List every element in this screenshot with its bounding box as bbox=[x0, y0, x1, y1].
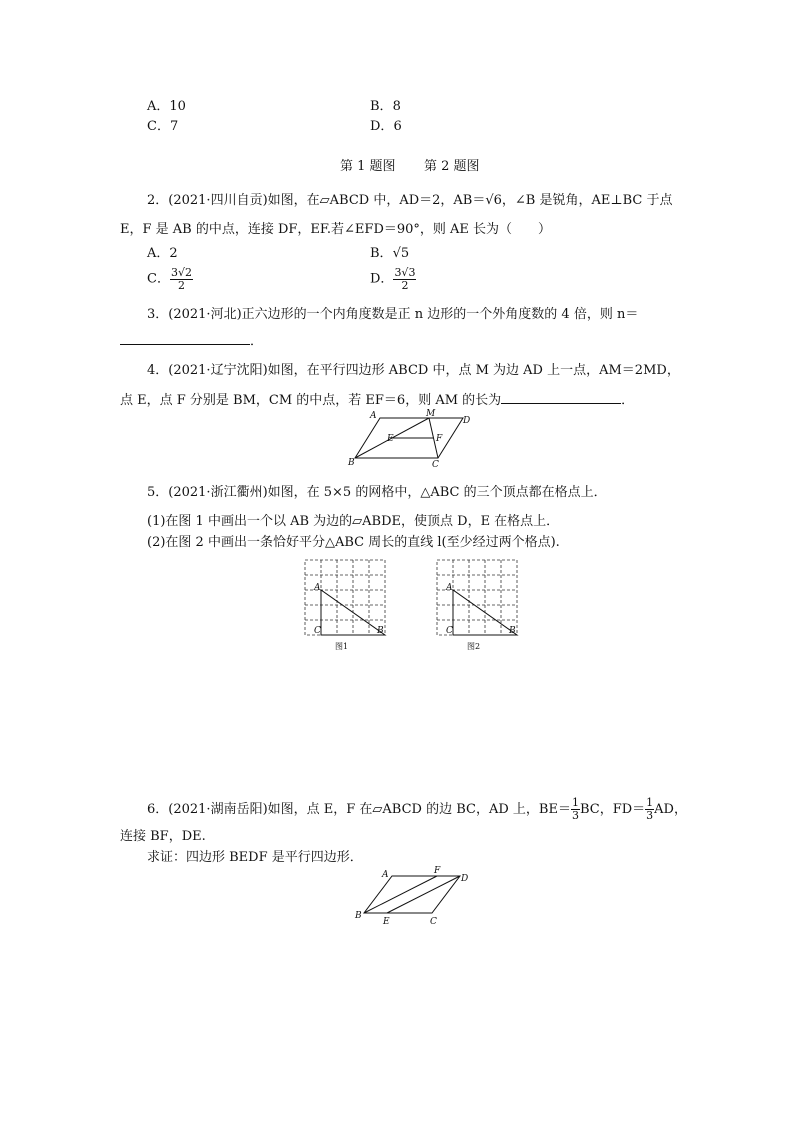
q2-option-c: C． $\frac{3√2}{2}$ bbox=[147, 266, 192, 292]
q5-sub2: (2)在图 2 中画出一条恰好平分△ABC 周长的直线 l(至少经过两个格点). bbox=[147, 535, 560, 550]
q4-stem-line1: 4．(2021·辽宁沈阳)如图，在平行四边形 ABCD 中，点 M 为边 AD 上一点，AM＝2MD， bbox=[147, 363, 680, 378]
q2-stem-line1: 2．(2021·四川自贡)如图，在▱ABCD 中，AD＝2，AB＝√6，∠B 是锐角，AE⊥BC 于点 bbox=[147, 193, 673, 208]
q2-option-d: D． $\frac{3√3}{2}$ bbox=[370, 266, 416, 292]
q3-stem: 3．(2021·河北)正六边形的一个内角度数是正 n 边形的一个外角度数的 4 倍，则 n＝ bbox=[147, 307, 639, 322]
q4-figure bbox=[348, 409, 475, 470]
q5-grid-figure-1[interactable] bbox=[305, 560, 385, 655]
q1-option-d: D．6 bbox=[370, 119, 402, 134]
q4-answer-blank[interactable] bbox=[501, 391, 621, 404]
q4-label-c: C bbox=[432, 460, 439, 470]
q5-fig2-label-c: C bbox=[446, 626, 453, 636]
q5-sub1: (1)在图 1 中画出一个以 AB 为边的▱ABDE，使顶点 D，E 在格点上． bbox=[147, 514, 560, 529]
q2-stem-line2: E，F 是 AB 的中点，连接 DF，EF.若∠EFD＝90°，则 AE 长为（ ） bbox=[120, 222, 552, 237]
q5-stem: 5．(2021·浙江衢州)如图，在 5×5 的网格中，△ABC 的三个顶点都在格点上． bbox=[147, 485, 607, 500]
q6-label-b: B bbox=[355, 911, 362, 921]
q2-option-a: A．2 bbox=[147, 246, 178, 261]
q1-option-a: A．10 bbox=[147, 99, 186, 114]
q4-label-d: D bbox=[463, 416, 471, 426]
q6-stem-line1: 6．(2021·湖南岳阳)如图，点 E，F 在▱ABCD 的边 BC，AD 上，BE＝ $\frac{1}{3}$ BC，FD＝ $\frac{1}{3}$ AD， bbox=[147, 796, 687, 822]
q6-segment-bf bbox=[364, 876, 437, 913]
q1-option-c: C．7 bbox=[147, 119, 179, 134]
q5-fig1-label-c: C bbox=[314, 626, 321, 636]
q6-segment-de bbox=[387, 876, 460, 913]
q4-label-e: E bbox=[387, 434, 394, 444]
q5-grid-figure-2[interactable] bbox=[437, 560, 517, 655]
q6-label-a: A bbox=[382, 870, 389, 880]
q6-label-c: C bbox=[430, 917, 437, 927]
q5-fig1-caption: 图1 bbox=[335, 642, 349, 651]
q5-fig2-label-a: A bbox=[446, 583, 453, 593]
q3-answer-blank[interactable]: ． bbox=[120, 332, 263, 350]
q6-label-e: E bbox=[383, 917, 390, 927]
q4-label-f: F bbox=[436, 434, 443, 444]
q6-prove: 求证：四边形 BEDF 是平行四边形． bbox=[147, 850, 363, 865]
q4-label-m: M bbox=[426, 409, 436, 419]
q4-label-a: A bbox=[370, 411, 377, 421]
q4-label-b: B bbox=[348, 458, 355, 468]
fig-caption-1: 第 1 题图 bbox=[340, 159, 396, 174]
q2-option-b: B．√5 bbox=[370, 246, 410, 261]
q5-fig2-label-b: B bbox=[509, 626, 516, 636]
fig-caption-2: 第 2 题图 bbox=[424, 159, 480, 174]
q6-stem-line2: 连接 BF，DE. bbox=[120, 829, 206, 844]
q6-parallelogram bbox=[364, 876, 460, 913]
q1-option-b: B．8 bbox=[370, 99, 401, 114]
q6-figure bbox=[355, 866, 470, 928]
q5-fig1-label-b: B bbox=[377, 626, 384, 636]
q5-fig2-caption: 图2 bbox=[467, 642, 481, 651]
q5-fig1-label-a: A bbox=[314, 583, 321, 593]
q6-label-d: D bbox=[461, 874, 469, 884]
q6-label-f: F bbox=[434, 866, 441, 876]
q4-stem-line2: 点 E，点 F 分别是 BM，CM 的中点，若 EF＝6，则 AM 的长为 ． bbox=[120, 393, 635, 408]
